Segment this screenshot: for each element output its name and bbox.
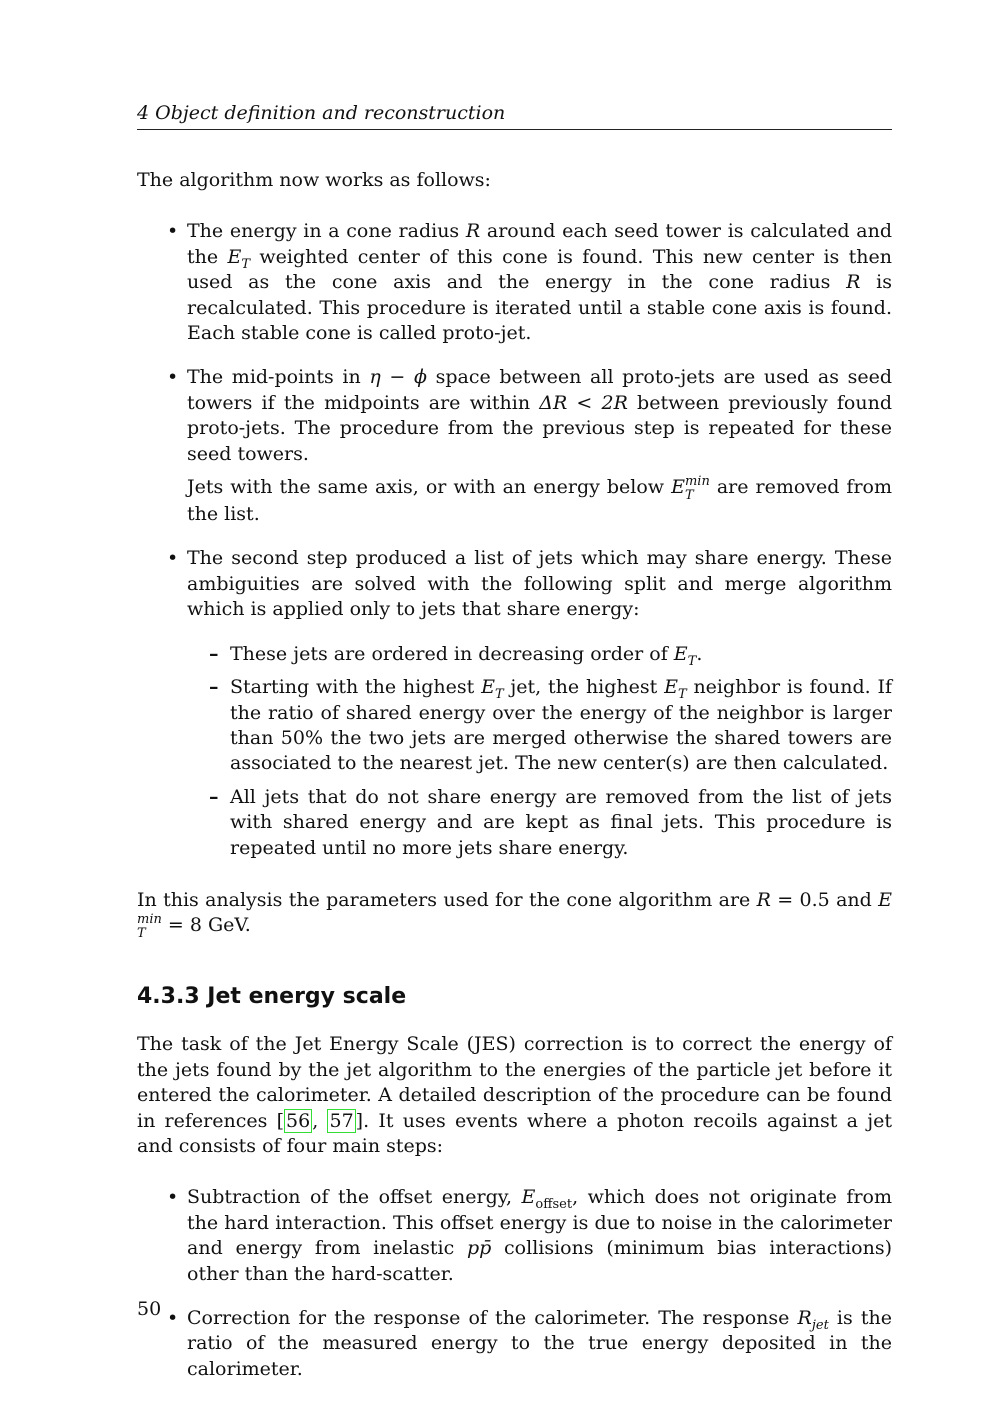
text-run: is recalculated. This procedure is iterated until a stable cone axis is found. Each stable cone is called proto-jet. [187, 271, 892, 345]
math-symbol: R [846, 271, 861, 294]
text-run: The second step produced a list of jets which may share energy. These ambiguities are solved with the following split and merge algorithm which is applied only to jets that share energy: [187, 547, 892, 621]
text-run: around each seed tower is calculated and the [187, 220, 893, 268]
math-expression: pp̄ [466, 1237, 492, 1260]
math-value: 0.5 [799, 888, 830, 911]
text-run: In this analysis the parameters used for the cone algorithm are [137, 888, 757, 911]
text-run: These jets are ordered in decreasing order of [230, 642, 674, 665]
math-expression: η − ϕ [369, 366, 427, 389]
text-run: weighted center of this cone is found. This new center is then used as the cone axis and the energy in the cone radius [187, 245, 892, 294]
math-symbol: R [797, 1307, 812, 1329]
math-subscript: T [677, 686, 687, 702]
list-item [137, 1306, 892, 1382]
math-subscript: T [494, 686, 504, 702]
jes-paragraph [137, 1032, 892, 1159]
math-symbol: E [664, 676, 678, 699]
body-text [137, 168, 892, 1382]
math-symbol: E [878, 888, 893, 911]
text-run: neighbor is found. If the ratio of shared energy over the energy of the neighbor is larger than 50% the two jets are merged otherwise the shared towers are associated to the nearest jet. The new center(s) are then calculated. [230, 676, 892, 775]
text-run: The mid-points in [187, 366, 370, 389]
text-run: , which does not originate from the hard interaction. This offset energy is due to noise in the calorimeter and energy from inelastic [187, 1186, 893, 1260]
page-number: 50 [137, 1298, 162, 1320]
math-supsub [137, 913, 162, 940]
parameters-paragraph [137, 888, 892, 940]
math-symbol: E [481, 676, 495, 699]
math-subscript: T [687, 653, 697, 669]
math-expression: ΔR < 2R [539, 391, 628, 414]
text-run: and [829, 888, 879, 911]
list-item-continuation [187, 475, 892, 527]
split-merge-steps-list [187, 642, 892, 861]
text-run: Correction for the response of the calorimeter. The response [187, 1307, 798, 1329]
text-run: between previously found proto-jets. The procedure from the previous step is repeated for these seed towers. [187, 391, 892, 465]
list-item [137, 546, 892, 860]
sub-list-item [137, 785, 892, 861]
math-subscript: offset [535, 1197, 573, 1213]
sub-list-item [137, 675, 892, 777]
math-symbol: E [521, 1186, 536, 1209]
text-run: . [696, 642, 703, 665]
text-run: The energy in a cone radius [187, 220, 466, 243]
text-run: jet, the highest [503, 676, 665, 699]
math-subscript: jet [811, 1317, 829, 1333]
math-supsub [685, 475, 710, 502]
math-superscript: min [684, 474, 710, 490]
list-item [137, 365, 892, 527]
text-run: , [312, 1109, 328, 1132]
math-subscript: T [137, 926, 146, 942]
text-run: is the ratio of the measured energy to the true energy deposited in the calorimeter. [187, 1307, 892, 1380]
text-run: = 8 GeV. [161, 914, 251, 937]
section-heading: 4.3.3 Jet energy scale [137, 984, 407, 1010]
jes-steps-list [137, 1185, 892, 1382]
text-run: are removed from the list. [187, 476, 892, 526]
math-symbol: E [671, 476, 685, 499]
math-subscript: T [241, 256, 251, 272]
text-run: Starting with the highest [230, 676, 482, 699]
math-symbol: R [465, 220, 481, 243]
list-item [137, 219, 892, 346]
citation-link-56[interactable]: 56 [286, 1109, 311, 1132]
text-run: collisions (minimum bias interactions) other than the hard-scatter. [187, 1237, 892, 1285]
text-run: Jets with the same axis, or with an energy below [187, 476, 672, 499]
sub-list-item [137, 642, 892, 667]
math-superscript: min [137, 912, 162, 928]
math-expression: R = [756, 888, 800, 911]
intro-paragraph: The algorithm now works as follows: [137, 169, 491, 191]
text-run: The task of the Jet Energy Scale (JES) correction is to correct the energy of the jets found by the jet algorithm to the energies of the particle jet before it entered the calorimeter. A detailed description of the procedure can be found in references [ [137, 1033, 892, 1132]
text-run: Subtraction of the offset energy, [187, 1186, 522, 1209]
math-subscript: T [684, 488, 694, 504]
algorithm-steps-list [137, 219, 892, 861]
list-item [137, 1185, 892, 1287]
text-run: All jets that do not share energy are removed from the list of jets with shared energy and are kept as final jets. This procedure is repeated until no more jets share energy. [230, 785, 892, 859]
math-symbol: E [227, 245, 242, 268]
text-run: ]. It uses events where a photon recoils against a jet and consists of four main steps: [137, 1109, 892, 1157]
text-run: space between all proto-jets are used as seed towers if the midpoints are within [187, 366, 892, 414]
citation-link-57[interactable]: 57 [329, 1109, 354, 1132]
math-symbol: E [673, 642, 688, 665]
running-head: 4 Object definition and reconstruction [137, 100, 892, 130]
